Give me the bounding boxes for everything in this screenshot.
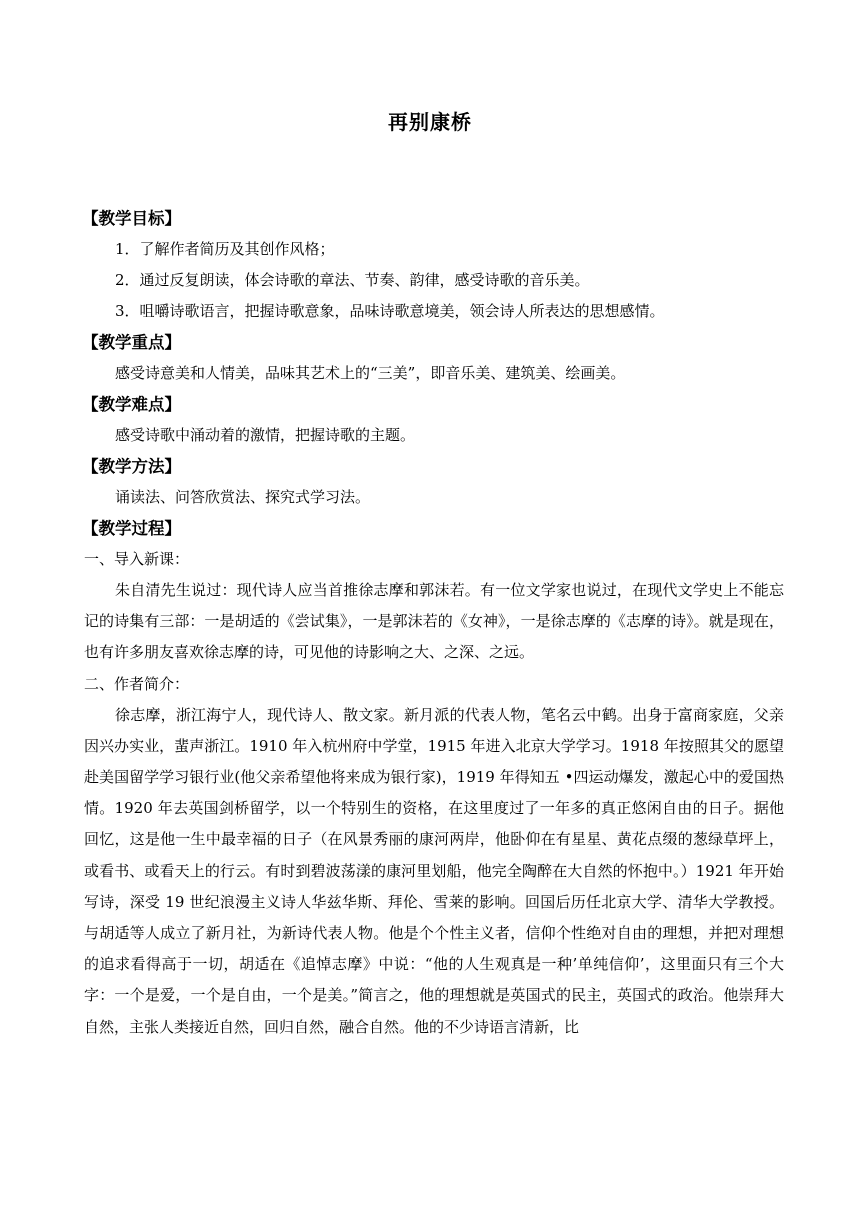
- process-heading: 【教学过程】: [82, 519, 181, 538]
- section-heading-intro: 一、导入新课：: [84, 550, 190, 568]
- author-paragraph: 徐志摩，浙江海宁人，现代诗人、散文家。新月派的代表人物，笔名云中鹤。出身于富商家庭，父亲因兴办实业，蜚声浙江。1910 年入杭州府中学堂，1915 年进入北京大学学习。1918 年按照其父的愿望赴美国留学学习银行业(他父亲希望他将来成为银行家)，1919 年得知五 •四运动爆发，激起心中的爱国热情。1920 年去英国剑桥留学，以一个特别生的资格，在这里度过了一年多的真正悠闲自由的日子。据他回忆，这是他一生中最幸福的日子（在风景秀丽的康河两岸，他卧仰在有星星、黄花点缀的葱绿草坪上，或看书、或看天上的行云。有时到碧波荡漾的康河里划船，他完全陶醉在大自然的怀抱中。）1921 年开始写诗，深受 19 世纪浪漫主义诗人华兹华斯、拜伦、雪莱的影响。回国后历任北京大学、清华大学教授。与胡适等人成立了新月社，为新诗代表人物。他是个个性主义者，信仰个性绝对自由的理想，并把对理想的追求看得高于一切，胡适在《追悼志摩》中说：“他的人生观真是一种’单纯信仰’，这里面只有三个大字：一个是爱，一个是自由，一个是美。”简言之，他的理想就是英国式的民主，英国式的政治。他崇拜大自然，主张人类接近自然，回归自然，融合自然。他的不少诗语言清新，比: [84, 705, 784, 1036]
- document-title: 再别康桥: [388, 110, 472, 134]
- key-points-text: 感受诗意美和人情美，品味其艺术上的“三美”，即音乐美、建筑美、绘画美。: [115, 364, 626, 382]
- methods-text: 诵读法、问答欣赏法、探究式学习法。: [115, 488, 371, 506]
- objective-item: 2．通过反复朗读，体会诗歌的章法、节奏、韵律，感受诗歌的音乐美。: [115, 271, 590, 289]
- difficulties-text: 感受诗歌中涌动着的激情，把握诗歌的主题。: [115, 426, 416, 444]
- methods-heading: 【教学方法】: [82, 457, 181, 476]
- intro-paragraph: 朱自清先生说过：现代诗人应当首推徐志摩和郭沫若。有一位文学家也说过，在现代文学史上不能忘记的诗集有三部：一是胡适的《尝试集》，一是郭沫若的《女神》，一是徐志摩的《志摩的诗》。就是现在，也有许多朋友喜欢徐志摩的诗，可见他的诗影响之大、之深、之远。: [84, 581, 784, 662]
- difficulties-heading: 【教学难点】: [82, 395, 181, 414]
- section-heading-author: 二、作者简介：: [84, 674, 190, 693]
- objective-item: 1．了解作者简历及其创作风格；: [115, 240, 335, 258]
- key-points-heading: 【教学重点】: [82, 333, 181, 352]
- objective-item: 3．咀嚼诗歌语言，把握诗歌意象，品味诗歌意境美，领会诗人所表达的思想感情。: [115, 302, 665, 320]
- objectives-heading: 【教学目标】: [82, 209, 181, 228]
- document-body: [84, 203, 784, 1043]
